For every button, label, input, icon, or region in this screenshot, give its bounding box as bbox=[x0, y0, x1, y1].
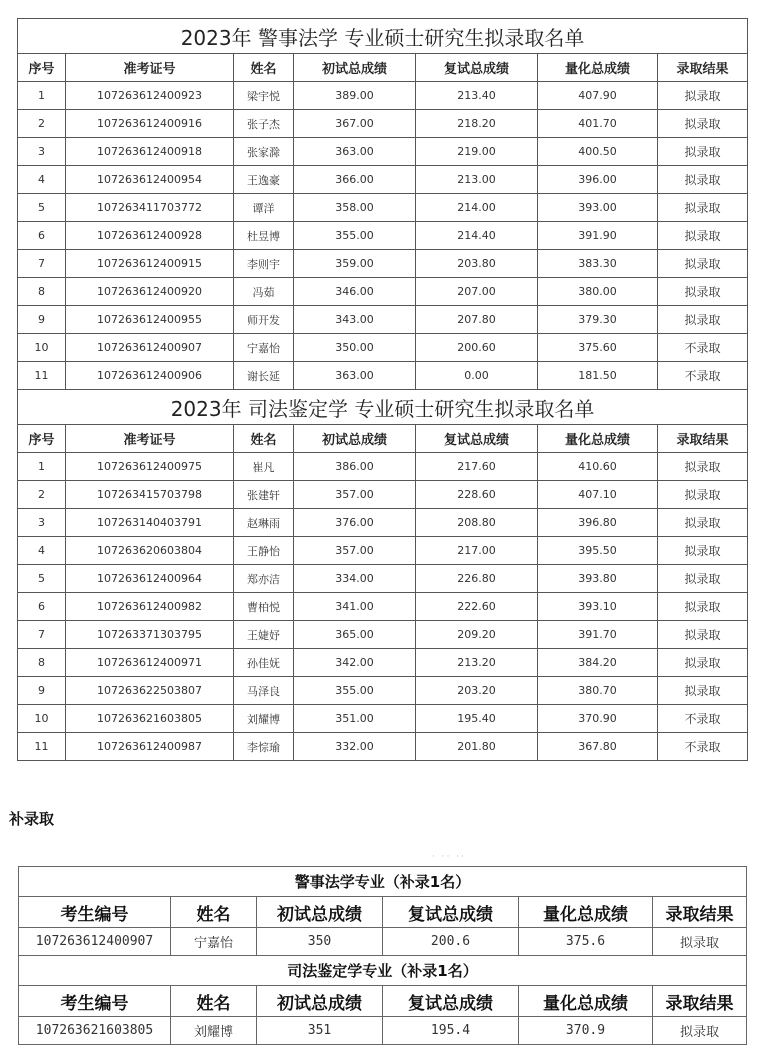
table-cell: 王静怡 bbox=[234, 537, 294, 565]
table-cell: 杜昱博 bbox=[234, 222, 294, 250]
section-title-row bbox=[18, 19, 748, 54]
table-cell: 拟录取 bbox=[658, 649, 748, 677]
table-cell: 380.70 bbox=[538, 677, 658, 705]
table-cell: 107263612400906 bbox=[66, 362, 234, 390]
table-cell: 10 bbox=[18, 705, 66, 733]
table-cell: 拟录取 bbox=[658, 166, 748, 194]
supplementary-title-row bbox=[19, 867, 747, 897]
table-cell: 李则宇 bbox=[234, 250, 294, 278]
table-cell: 343.00 bbox=[294, 306, 416, 334]
table-cell: 拟录取 bbox=[658, 509, 748, 537]
table-cell: 10 bbox=[18, 334, 66, 362]
column-header: 初试总成绩 bbox=[294, 425, 416, 453]
column-header: 准考证号 bbox=[66, 425, 234, 453]
table-cell: 208.80 bbox=[416, 509, 538, 537]
table-cell: 张子杰 bbox=[234, 110, 294, 138]
table-cell: 213.40 bbox=[416, 82, 538, 110]
table-cell: 370.90 bbox=[538, 705, 658, 733]
table-cell: 107263620603804 bbox=[66, 537, 234, 565]
table-row bbox=[18, 222, 748, 250]
table-cell: 375.60 bbox=[538, 334, 658, 362]
supplementary-row bbox=[19, 928, 747, 956]
table-cell: 363.00 bbox=[294, 138, 416, 166]
table-cell: 梁宇悦 bbox=[234, 82, 294, 110]
column-header: 量化总成绩 bbox=[538, 54, 658, 82]
supplementary-header: 初试总成绩 bbox=[257, 986, 383, 1017]
table-cell: 107263612400920 bbox=[66, 278, 234, 306]
table-row bbox=[18, 362, 748, 390]
table-cell: 拟录取 bbox=[658, 481, 748, 509]
table-cell: 201.80 bbox=[416, 733, 538, 761]
table-row bbox=[18, 306, 748, 334]
table-cell: 8 bbox=[18, 649, 66, 677]
column-header-row bbox=[18, 425, 748, 453]
table-row bbox=[18, 110, 748, 138]
table-cell: 王婕妤 bbox=[234, 621, 294, 649]
table-cell: 谢长延 bbox=[234, 362, 294, 390]
table-cell: 拟录取 bbox=[658, 677, 748, 705]
table-cell: 217.60 bbox=[416, 453, 538, 481]
supplementary-cell: 350 bbox=[257, 928, 383, 956]
table-cell: 拟录取 bbox=[658, 537, 748, 565]
table-row bbox=[18, 677, 748, 705]
supplementary-header: 姓名 bbox=[171, 986, 257, 1017]
table-cell: 107263612400971 bbox=[66, 649, 234, 677]
table-cell: 107263612400987 bbox=[66, 733, 234, 761]
table-cell: 赵琳雨 bbox=[234, 509, 294, 537]
table-cell: 1 bbox=[18, 82, 66, 110]
supplementary-title: 警事法学专业（补录1名） bbox=[19, 867, 747, 897]
table-cell: 334.00 bbox=[294, 565, 416, 593]
supplementary-title: 司法鉴定学专业（补录1名） bbox=[19, 956, 747, 986]
supplementary-body bbox=[19, 867, 747, 1045]
table-cell: 380.00 bbox=[538, 278, 658, 306]
table-row bbox=[18, 278, 748, 306]
table-row bbox=[18, 509, 748, 537]
table-row bbox=[18, 194, 748, 222]
table-cell: 宁嘉怡 bbox=[234, 334, 294, 362]
table-row bbox=[18, 705, 748, 733]
table-cell: 拟录取 bbox=[658, 621, 748, 649]
table-row bbox=[18, 565, 748, 593]
table-cell: 3 bbox=[18, 509, 66, 537]
table-cell: 拟录取 bbox=[658, 565, 748, 593]
supplementary-header: 录取结果 bbox=[653, 986, 747, 1017]
column-header: 准考证号 bbox=[66, 54, 234, 82]
supplementary-cell: 刘耀博 bbox=[171, 1017, 257, 1045]
column-header: 序号 bbox=[18, 54, 66, 82]
supplementary-cell: 拟录取 bbox=[653, 928, 747, 956]
table-cell: 395.50 bbox=[538, 537, 658, 565]
column-header: 录取结果 bbox=[658, 425, 748, 453]
column-header: 量化总成绩 bbox=[538, 425, 658, 453]
table-cell: 3 bbox=[18, 138, 66, 166]
supplementary-cell: 351 bbox=[257, 1017, 383, 1045]
table-cell: 11 bbox=[18, 362, 66, 390]
table-cell: 393.00 bbox=[538, 194, 658, 222]
table-cell: 不录取 bbox=[658, 733, 748, 761]
table-cell: 谭洋 bbox=[234, 194, 294, 222]
table-cell: 407.90 bbox=[538, 82, 658, 110]
table-cell: 200.60 bbox=[416, 334, 538, 362]
table-cell: 351.00 bbox=[294, 705, 416, 733]
table-cell: 181.50 bbox=[538, 362, 658, 390]
table-cell: 389.00 bbox=[294, 82, 416, 110]
table-cell: 228.60 bbox=[416, 481, 538, 509]
table-cell: 5 bbox=[18, 565, 66, 593]
table-row bbox=[18, 166, 748, 194]
table-cell: 拟录取 bbox=[658, 138, 748, 166]
table-row bbox=[18, 250, 748, 278]
table-row bbox=[18, 82, 748, 110]
table-cell: 冯茹 bbox=[234, 278, 294, 306]
table-cell: 1 bbox=[18, 453, 66, 481]
table-cell: 107263612400916 bbox=[66, 110, 234, 138]
table-cell: 107263415703798 bbox=[66, 481, 234, 509]
table-cell: 391.70 bbox=[538, 621, 658, 649]
table-cell: 拟录取 bbox=[658, 250, 748, 278]
table-cell: 203.80 bbox=[416, 250, 538, 278]
table-cell: 张建轩 bbox=[234, 481, 294, 509]
table-cell: 9 bbox=[18, 306, 66, 334]
supplementary-cell: 拟录取 bbox=[653, 1017, 747, 1045]
table-cell: 383.30 bbox=[538, 250, 658, 278]
table-cell: 209.20 bbox=[416, 621, 538, 649]
table-row bbox=[18, 334, 748, 362]
table-cell: 195.40 bbox=[416, 705, 538, 733]
table-cell: 226.80 bbox=[416, 565, 538, 593]
table-cell: 217.00 bbox=[416, 537, 538, 565]
table-cell: 11 bbox=[18, 733, 66, 761]
table-row bbox=[18, 537, 748, 565]
table-cell: 拟录取 bbox=[658, 222, 748, 250]
table-cell: 410.60 bbox=[538, 453, 658, 481]
table-cell: 401.70 bbox=[538, 110, 658, 138]
table-cell: 214.40 bbox=[416, 222, 538, 250]
table-cell: 7 bbox=[18, 621, 66, 649]
table-cell: 341.00 bbox=[294, 593, 416, 621]
table-row bbox=[18, 453, 748, 481]
table-cell: 107263622503807 bbox=[66, 677, 234, 705]
table-cell: 367.00 bbox=[294, 110, 416, 138]
table-cell: 222.60 bbox=[416, 593, 538, 621]
table-cell: 355.00 bbox=[294, 677, 416, 705]
table-cell: 203.20 bbox=[416, 677, 538, 705]
table-cell: 孙佳妩 bbox=[234, 649, 294, 677]
table-cell: 350.00 bbox=[294, 334, 416, 362]
table-cell: 不录取 bbox=[658, 705, 748, 733]
table-cell: 400.50 bbox=[538, 138, 658, 166]
supplementary-header: 量化总成绩 bbox=[519, 986, 653, 1017]
table-cell: 357.00 bbox=[294, 537, 416, 565]
column-header: 姓名 bbox=[234, 54, 294, 82]
table-cell: 346.00 bbox=[294, 278, 416, 306]
table-cell: 358.00 bbox=[294, 194, 416, 222]
table-cell: 359.00 bbox=[294, 250, 416, 278]
supplementary-header: 录取结果 bbox=[653, 897, 747, 928]
table-cell: 107263612400964 bbox=[66, 565, 234, 593]
table-cell: 219.00 bbox=[416, 138, 538, 166]
table-cell: 214.00 bbox=[416, 194, 538, 222]
table-cell: 363.00 bbox=[294, 362, 416, 390]
table-cell: 207.00 bbox=[416, 278, 538, 306]
column-header: 序号 bbox=[18, 425, 66, 453]
table-cell: 不录取 bbox=[658, 334, 748, 362]
table-cell: 365.00 bbox=[294, 621, 416, 649]
table-cell: 5 bbox=[18, 194, 66, 222]
section-title-row bbox=[18, 390, 748, 425]
table-cell: 107263612400915 bbox=[66, 250, 234, 278]
supplementary-header-row bbox=[19, 986, 747, 1017]
supplementary-cell: 195.4 bbox=[383, 1017, 519, 1045]
table-cell: 2 bbox=[18, 110, 66, 138]
column-header: 录取结果 bbox=[658, 54, 748, 82]
table-cell: 107263621603805 bbox=[66, 705, 234, 733]
table-cell: 367.80 bbox=[538, 733, 658, 761]
table-cell: 107263371303795 bbox=[66, 621, 234, 649]
table-cell: 393.80 bbox=[538, 565, 658, 593]
table-cell: 107263612400928 bbox=[66, 222, 234, 250]
table-cell: 213.00 bbox=[416, 166, 538, 194]
supplementary-title-row bbox=[19, 956, 747, 986]
supplementary-header: 考生编号 bbox=[19, 897, 171, 928]
table-cell: 342.00 bbox=[294, 649, 416, 677]
supplementary-label: 补录取 bbox=[9, 810, 55, 828]
table-cell: 拟录取 bbox=[658, 194, 748, 222]
faint-mark: · ·· ·· bbox=[432, 852, 467, 862]
table-cell: 107263140403791 bbox=[66, 509, 234, 537]
table-cell: 师开发 bbox=[234, 306, 294, 334]
supplementary-header: 复试总成绩 bbox=[383, 897, 519, 928]
table-cell: 393.10 bbox=[538, 593, 658, 621]
table-cell: 107263612400975 bbox=[66, 453, 234, 481]
table-cell: 107263612400982 bbox=[66, 593, 234, 621]
table-row bbox=[18, 621, 748, 649]
table-cell: 218.20 bbox=[416, 110, 538, 138]
supplementary-cell: 107263612400907 bbox=[19, 928, 171, 956]
table-cell: 213.20 bbox=[416, 649, 538, 677]
table-cell: 357.00 bbox=[294, 481, 416, 509]
table-cell: 332.00 bbox=[294, 733, 416, 761]
table-cell: 拟录取 bbox=[658, 306, 748, 334]
supplementary-cell: 370.9 bbox=[519, 1017, 653, 1045]
supplementary-table bbox=[18, 866, 747, 1045]
table-cell: 拟录取 bbox=[658, 278, 748, 306]
table-cell: 马泽良 bbox=[234, 677, 294, 705]
table-cell: 张家滁 bbox=[234, 138, 294, 166]
column-header-row bbox=[18, 54, 748, 82]
table-cell: 6 bbox=[18, 593, 66, 621]
table-cell: 396.80 bbox=[538, 509, 658, 537]
table-cell: 391.90 bbox=[538, 222, 658, 250]
section-title: 2023年 警事法学 专业硕士研究生拟录取名单 bbox=[18, 19, 748, 54]
table-cell: 崔凡 bbox=[234, 453, 294, 481]
table-cell: 107263612400923 bbox=[66, 82, 234, 110]
table-cell: 9 bbox=[18, 677, 66, 705]
table-cell: 拟录取 bbox=[658, 82, 748, 110]
supplementary-header: 复试总成绩 bbox=[383, 986, 519, 1017]
supplementary-header-row bbox=[19, 897, 747, 928]
table-cell: 107263612400955 bbox=[66, 306, 234, 334]
admission-list-table bbox=[17, 18, 748, 761]
column-header: 复试总成绩 bbox=[416, 54, 538, 82]
supplementary-cell: 宁嘉怡 bbox=[171, 928, 257, 956]
table-cell: 0.00 bbox=[416, 362, 538, 390]
table-cell: 207.80 bbox=[416, 306, 538, 334]
supplementary-header: 姓名 bbox=[171, 897, 257, 928]
table-cell: 拟录取 bbox=[658, 110, 748, 138]
supplementary-cell: 107263621603805 bbox=[19, 1017, 171, 1045]
table-row bbox=[18, 649, 748, 677]
table-cell: 407.10 bbox=[538, 481, 658, 509]
table-cell: 拟录取 bbox=[658, 453, 748, 481]
column-header: 复试总成绩 bbox=[416, 425, 538, 453]
supplementary-cell: 200.6 bbox=[383, 928, 519, 956]
section-title: 2023年 司法鉴定学 专业硕士研究生拟录取名单 bbox=[18, 390, 748, 425]
table-cell: 曹柏悦 bbox=[234, 593, 294, 621]
table-row bbox=[18, 481, 748, 509]
table-cell: 4 bbox=[18, 537, 66, 565]
table-cell: 7 bbox=[18, 250, 66, 278]
supplementary-cell: 375.6 bbox=[519, 928, 653, 956]
column-header: 初试总成绩 bbox=[294, 54, 416, 82]
supplementary-header: 初试总成绩 bbox=[257, 897, 383, 928]
table-cell: 107263411703772 bbox=[66, 194, 234, 222]
supplementary-row bbox=[19, 1017, 747, 1045]
table-cell: 107263612400954 bbox=[66, 166, 234, 194]
table-cell: 386.00 bbox=[294, 453, 416, 481]
table-cell: 384.20 bbox=[538, 649, 658, 677]
table-row bbox=[18, 138, 748, 166]
column-header: 姓名 bbox=[234, 425, 294, 453]
table-cell: 366.00 bbox=[294, 166, 416, 194]
supplementary-header: 考生编号 bbox=[19, 986, 171, 1017]
admission-list-body bbox=[18, 19, 748, 761]
supplementary-header: 量化总成绩 bbox=[519, 897, 653, 928]
table-cell: 6 bbox=[18, 222, 66, 250]
table-row bbox=[18, 733, 748, 761]
table-cell: 107263612400907 bbox=[66, 334, 234, 362]
table-cell: 4 bbox=[18, 166, 66, 194]
table-cell: 2 bbox=[18, 481, 66, 509]
table-cell: 379.30 bbox=[538, 306, 658, 334]
table-cell: 376.00 bbox=[294, 509, 416, 537]
table-cell: 王逸豪 bbox=[234, 166, 294, 194]
table-cell: 8 bbox=[18, 278, 66, 306]
table-cell: 李悰瑜 bbox=[234, 733, 294, 761]
table-cell: 拟录取 bbox=[658, 593, 748, 621]
table-cell: 郑亦洁 bbox=[234, 565, 294, 593]
table-cell: 355.00 bbox=[294, 222, 416, 250]
table-cell: 刘耀博 bbox=[234, 705, 294, 733]
table-cell: 107263612400918 bbox=[66, 138, 234, 166]
table-cell: 不录取 bbox=[658, 362, 748, 390]
table-cell: 396.00 bbox=[538, 166, 658, 194]
table-row bbox=[18, 593, 748, 621]
